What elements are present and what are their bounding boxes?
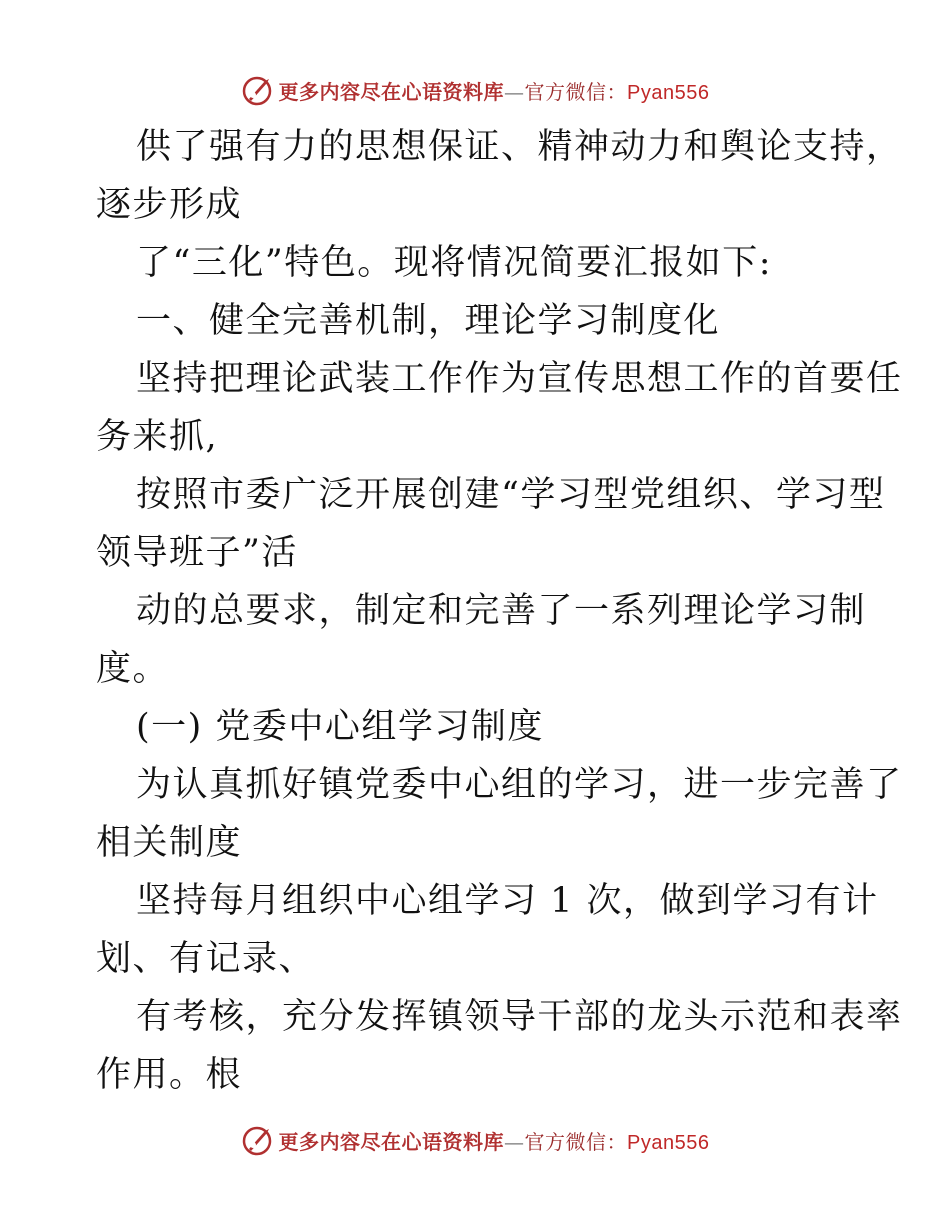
section-heading: 一、健全完善机制，理论学习制度化 [136, 301, 721, 341]
banner-dash: — [504, 1129, 525, 1154]
banner-text [279, 76, 710, 105]
paragraph-line: 务来抓, [96, 417, 219, 457]
banner-wechat-id: Pyan556 [627, 81, 710, 104]
footer-banner [0, 1118, 950, 1162]
paragraph-line: 了“三化”特色。现将情况简要汇报如下: [136, 243, 773, 283]
banner-wechat-label: 官方微信： [524, 79, 628, 104]
banner-wechat-id: Pyan556 [627, 1131, 710, 1154]
paragraph-line: 相关制度 [96, 823, 243, 863]
paragraph-line: 作用。根 [96, 1055, 243, 1095]
paragraph-line: 领导班子”活 [96, 533, 298, 573]
banner-main-text: 更多内容尽在心语资料库 [278, 1129, 505, 1154]
paragraph-line: 供了强有力的思想保证、精神动力和舆论支持， [136, 127, 903, 167]
paragraph-line: 动的总要求，制定和完善了一系列理论学习制 [136, 591, 867, 631]
quill-pen-logo-icon [241, 1123, 275, 1157]
header-banner [0, 68, 950, 112]
paragraph-line: 按照市委广泛开展创建“学习型党组织、学习型 [136, 475, 886, 515]
subsection-heading: (一) 党委中心组学习制度 [136, 707, 544, 747]
banner-main-text: 更多内容尽在心语资料库 [278, 79, 505, 104]
paragraph-line: 为认真抓好镇党委中心组的学习，进一步完善了 [136, 765, 903, 805]
paragraph-line: 有考核，充分发挥镇领导干部的龙头示范和表率 [136, 997, 903, 1037]
banner-dash: — [504, 79, 525, 104]
banner-text [279, 1126, 710, 1155]
paragraph-line: 度。 [96, 649, 170, 689]
paragraph-line: 逐步形成 [96, 185, 243, 225]
quill-pen-logo-icon [241, 73, 275, 107]
paragraph-line: 坚持把理论武装工作作为宣传思想工作的首要任 [136, 359, 903, 399]
document-body [96, 118, 903, 1104]
paragraph-line: 划、有记录、 [96, 939, 316, 979]
paragraph-line: 坚持每月组织中心组学习 1 次，做到学习有计 [136, 881, 879, 921]
banner-wechat-label: 官方微信： [524, 1129, 628, 1154]
